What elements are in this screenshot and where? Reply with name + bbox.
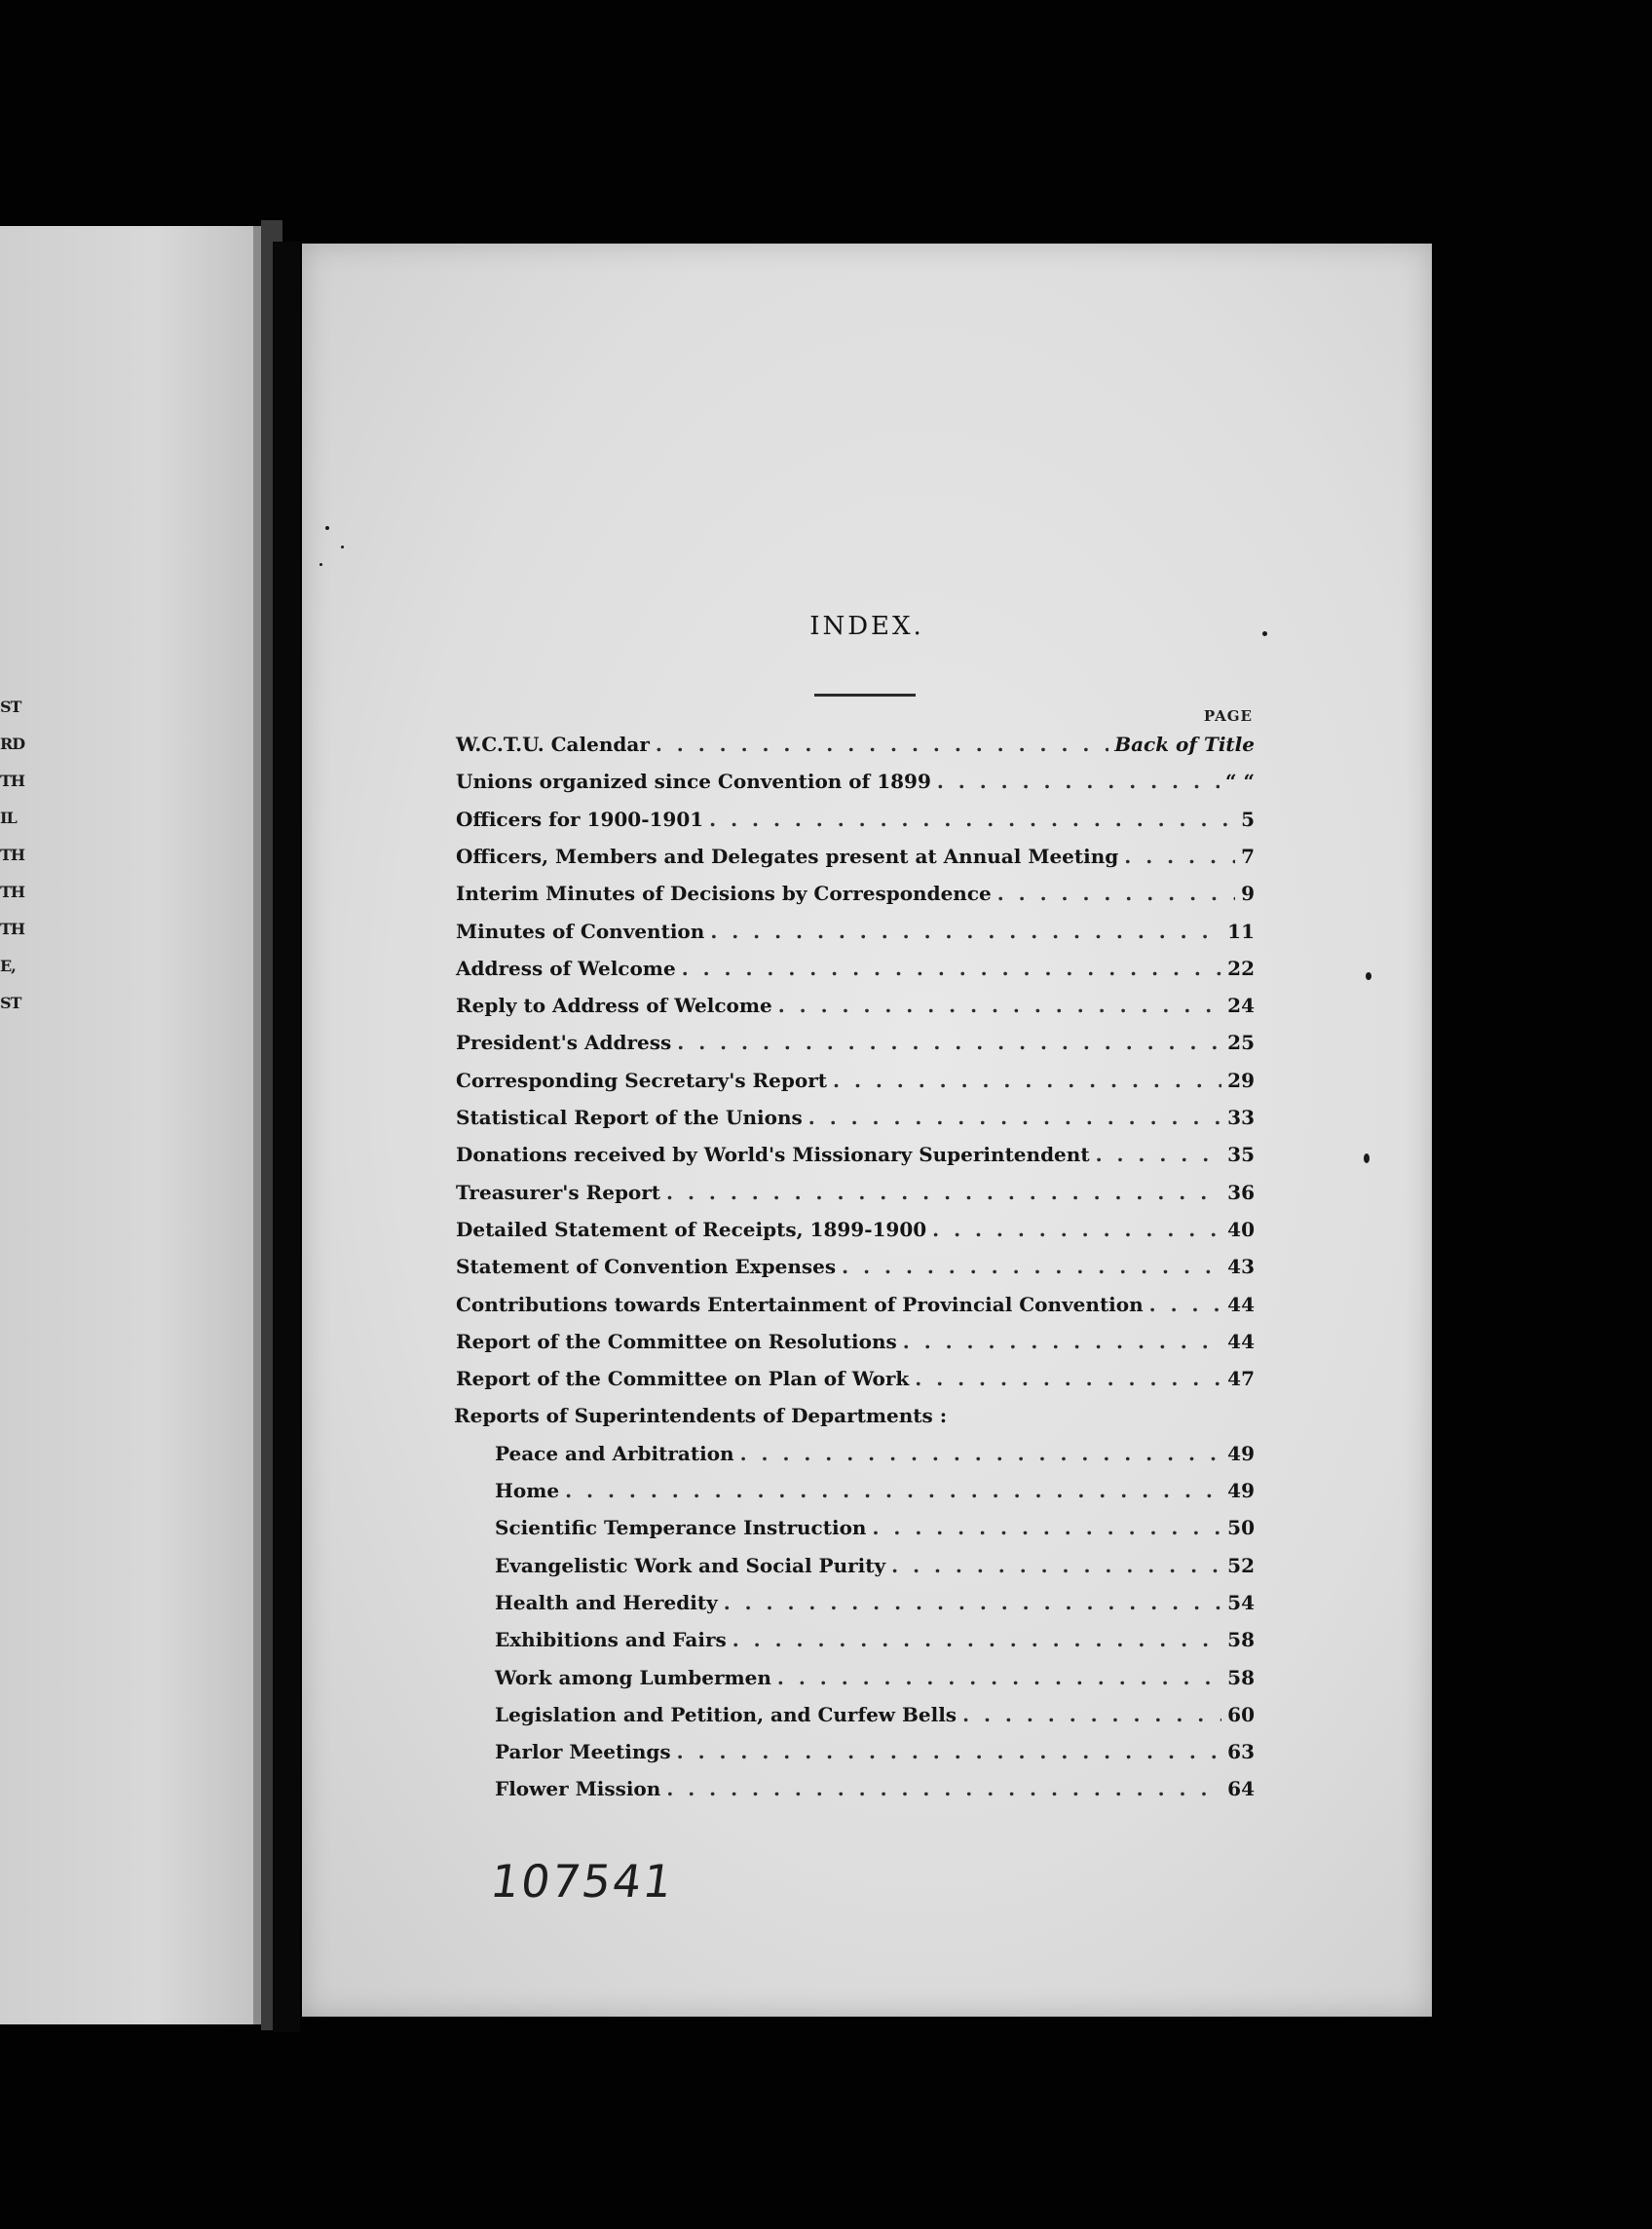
ink-speck (1366, 972, 1371, 980)
entry-title: Statement of Convention Expenses (456, 1255, 837, 1278)
dot-leader (677, 1740, 1222, 1763)
departments-heading: Reports of Superintendents of Departments : (454, 1404, 948, 1427)
entry-title: Report of the Committee on Resolutions (456, 1330, 897, 1353)
index-entry (456, 1330, 1255, 1363)
entry-page-number: “ “ (1225, 770, 1255, 793)
index-entry (456, 1031, 1255, 1064)
entry-page-number: 63 (1227, 1740, 1255, 1763)
entry-title: Address of Welcome (456, 957, 676, 980)
entry-page-number: 58 (1227, 1666, 1255, 1689)
entry-page-number: 60 (1227, 1703, 1255, 1726)
dot-leader (724, 1591, 1221, 1614)
edge-letters: TH (0, 772, 25, 790)
entry-title: Officers for 1900-1901 (456, 808, 704, 831)
entry-page-number: 52 (1227, 1554, 1255, 1577)
entry-page-number: 22 (1227, 957, 1255, 980)
entry-title: Reply to Address of Welcome (456, 994, 772, 1017)
index-entry (456, 994, 1255, 1027)
edge-letters: E, (0, 957, 16, 975)
edge-letters: TH (0, 920, 25, 938)
index-entry (495, 1516, 1255, 1549)
left-page-edge (253, 226, 261, 2024)
index-entry (495, 1777, 1255, 1810)
ink-speck (1364, 1153, 1370, 1163)
entry-page-number: 33 (1227, 1106, 1255, 1129)
dot-leader (1096, 1143, 1222, 1166)
dot-leader (777, 1666, 1221, 1689)
title-rule (814, 694, 916, 697)
entry-title: Corresponding Secretary's Report (456, 1069, 828, 1092)
index-entry (456, 1293, 1255, 1326)
index-entry (495, 1442, 1255, 1475)
entry-page-number: 49 (1227, 1442, 1255, 1465)
ink-speck (325, 526, 329, 530)
index-entry (456, 845, 1255, 878)
index-entry (456, 1069, 1255, 1102)
entry-title: Treasurer's Report (456, 1181, 661, 1204)
entry-page-number: 40 (1227, 1218, 1255, 1241)
dot-leader (937, 770, 1220, 793)
entry-title: W.C.T.U. Calendar (456, 733, 650, 756)
index-entry (456, 920, 1255, 953)
entry-title: Officers, Members and Delegates present at Annual Meeting (456, 845, 1119, 868)
index-entry (495, 1479, 1255, 1512)
entry-page-number: 44 (1227, 1330, 1255, 1353)
entry-page-number: 35 (1227, 1143, 1255, 1166)
entry-page-number: 7 (1241, 845, 1255, 868)
left-page-fragment (0, 226, 261, 2024)
dot-leader (710, 920, 1221, 943)
entry-title: Health and Heredity (495, 1591, 718, 1614)
entry-page-number: 5 (1241, 808, 1255, 831)
index-entry (495, 1666, 1255, 1699)
dot-leader (778, 994, 1221, 1017)
dot-leader (682, 957, 1221, 980)
index-entry (456, 882, 1255, 915)
book-spine (273, 242, 300, 2032)
entry-title: Interim Minutes of Decisions by Correspondence (456, 882, 992, 905)
entry-title: Detailed Statement of Receipts, 1899-1900 (456, 1218, 927, 1241)
index-entry (456, 957, 1255, 990)
dot-leader (891, 1554, 1221, 1577)
entry-title: President's Address (456, 1031, 672, 1054)
entry-title: Contributions towards Entertainment of Provincial Convention (456, 1293, 1144, 1316)
dot-leader (808, 1106, 1221, 1129)
index-entry (495, 1703, 1255, 1736)
entry-title: Flower Mission (495, 1777, 661, 1800)
entry-title: Evangelistic Work and Social Purity (495, 1554, 886, 1577)
entry-page-number: 11 (1227, 920, 1255, 943)
entry-title: Report of the Committee on Plan of Work (456, 1367, 910, 1390)
edge-letters: TH (0, 846, 25, 864)
entry-page-number: 54 (1227, 1591, 1255, 1614)
entry-title: Parlor Meetings (495, 1740, 671, 1763)
entry-page-number: 36 (1227, 1181, 1255, 1204)
dot-leader (677, 1031, 1221, 1054)
dot-leader (666, 1181, 1221, 1204)
ink-speck (341, 546, 344, 548)
index-entry (456, 770, 1255, 803)
dot-leader (666, 1777, 1221, 1800)
edge-letters: ST (0, 698, 21, 716)
entry-page-number: 24 (1227, 994, 1255, 1017)
index-entry (456, 1218, 1255, 1251)
edge-letters: TH (0, 883, 25, 901)
dot-leader (842, 1255, 1221, 1278)
index-entry (456, 1143, 1255, 1176)
entry-title: Legislation and Petition, and Curfew Bells (495, 1703, 957, 1726)
index-entry (495, 1591, 1255, 1624)
index-title: INDEX. (809, 612, 924, 641)
edge-letters: IL (0, 809, 17, 827)
entry-title: Work among Lumbermen (495, 1666, 771, 1689)
index-entry (495, 1554, 1255, 1587)
entry-page-number: 9 (1241, 882, 1255, 905)
dot-leader (732, 1628, 1221, 1651)
entry-page-number: 25 (1227, 1031, 1255, 1054)
dot-leader (565, 1479, 1221, 1502)
entry-title: Scientific Temperance Instruction (495, 1516, 867, 1539)
index-entry (456, 1255, 1255, 1288)
entry-page-number: 43 (1227, 1255, 1255, 1278)
page-column-label: PAGE (1203, 707, 1253, 725)
ink-speck (319, 563, 322, 566)
index-page (302, 244, 1432, 2017)
entry-page-number: Back of Title (1114, 733, 1255, 756)
index-entry (456, 1181, 1255, 1214)
entry-title: Unions organized since Convention of 1899 (456, 770, 931, 793)
entry-page-number: 47 (1227, 1367, 1255, 1390)
dot-leader (915, 1367, 1221, 1390)
index-entry (456, 1106, 1255, 1139)
dot-leader (872, 1516, 1221, 1539)
dot-leader (1124, 845, 1235, 868)
handwritten-number: 107541 (487, 1855, 678, 1908)
dot-leader (833, 1069, 1221, 1092)
edge-letters: ST (0, 994, 21, 1012)
entry-page-number: 29 (1227, 1069, 1255, 1092)
dot-leader (962, 1703, 1221, 1726)
entry-page-number: 44 (1227, 1293, 1255, 1316)
entry-title: Exhibitions and Fairs (495, 1628, 727, 1651)
index-entry (495, 1740, 1255, 1773)
entry-page-number: 58 (1227, 1628, 1255, 1651)
index-entry (495, 1628, 1255, 1661)
entry-title: Donations received by World's Missionary Superintendent (456, 1143, 1090, 1166)
dot-leader (932, 1218, 1221, 1241)
entry-page-number: 50 (1227, 1516, 1255, 1539)
dot-leader (1149, 1293, 1221, 1316)
index-entry (456, 733, 1255, 766)
index-entry (456, 808, 1255, 841)
dot-leader (656, 733, 1108, 756)
entry-title: Home (495, 1479, 560, 1502)
dot-leader (740, 1442, 1222, 1465)
dot-leader (997, 882, 1235, 905)
entry-title: Minutes of Convention (456, 920, 705, 943)
edge-letters: RD (0, 735, 25, 753)
ink-speck (1262, 631, 1267, 636)
index-entry (456, 1367, 1255, 1400)
entry-page-number: 49 (1227, 1479, 1255, 1502)
dot-leader (709, 808, 1235, 831)
entry-title: Statistical Report of the Unions (456, 1106, 803, 1129)
entry-title: Peace and Arbitration (495, 1442, 734, 1465)
dot-leader (903, 1330, 1221, 1353)
entry-page-number: 64 (1227, 1777, 1255, 1800)
